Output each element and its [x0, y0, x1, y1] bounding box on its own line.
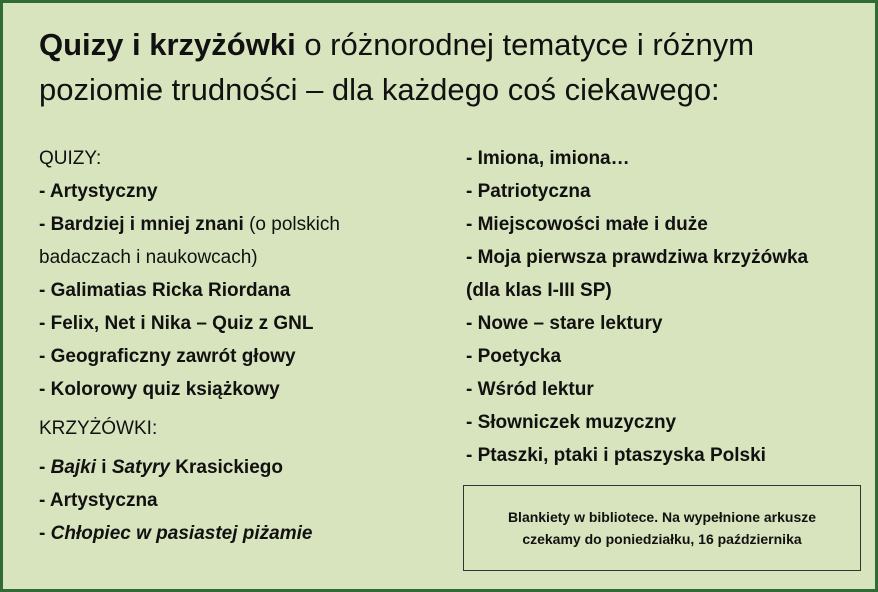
list-item: - Moja pierwsza prawdziwa krzyżówka [466, 247, 809, 268]
list-item [39, 451, 439, 484]
list-item: - Poetycka [466, 346, 562, 367]
notice-line2: czekamy do poniedziałku, 16 października [522, 531, 802, 547]
left-column [39, 142, 439, 550]
list-item: - Kolorowy quiz książkowy [39, 379, 280, 400]
list-item: - Ptaszki, ptaki i ptaszyska Polski [466, 445, 766, 466]
title-line2: poziomie trudności – dla każdego coś ciekawego: [39, 72, 720, 107]
notice-box [463, 485, 861, 571]
notice-line1: Blankiety w bibliotece. Na wypełnione arkusze [507, 509, 817, 525]
list-item [39, 208, 439, 274]
page-title [39, 22, 859, 112]
list-item-rest: Krasickiego [169, 457, 283, 478]
quizy-title: QUIZY: [39, 148, 102, 169]
list-item-note-line2: badaczach i naukowcach) [39, 247, 258, 268]
list-item-note: (o polskich [243, 214, 340, 235]
right-column [466, 142, 866, 472]
list-item: - Geograficzny zawrót głowy [39, 346, 296, 367]
list-item-italic: Chłopiec w pasiastej piżamie [50, 523, 313, 544]
title-rest: o różnorodnej tematyce i różnym [295, 27, 755, 62]
title-bold: Quizy i krzyżówki [39, 27, 296, 62]
list-item: - Nowe – stare lektury [466, 313, 663, 334]
list-item: - Galimatias Ricka Riordana [39, 280, 291, 301]
list-item: - Artystyczny [39, 181, 158, 202]
krzyzowki-title: KRZYŻÓWKI: [39, 418, 158, 439]
list-item-italic: Satyry [111, 457, 170, 478]
list-item: - Imiona, imiona… [466, 148, 630, 169]
list-item: - Słowniczek muzyczny [466, 412, 677, 433]
list-item: (dla klas I-III SP) [466, 280, 612, 301]
list-item: - Artystyczna [39, 490, 158, 511]
list-item: - Wśród lektur [466, 379, 594, 400]
list-item [39, 517, 439, 550]
list-item: - Felix, Net i Nika – Quiz z GNL [39, 313, 314, 334]
poster-panel [6, 6, 872, 586]
list-item-prefix: - [39, 523, 51, 544]
list-item-mid: i [96, 457, 112, 478]
list-item: - Miejscowości małe i duże [466, 214, 708, 235]
list-item-bold: - Bardziej i mniej znani [39, 214, 244, 235]
list-item-prefix: - [39, 457, 51, 478]
list-item-italic: Bajki [50, 457, 97, 478]
list-item: - Patriotyczna [466, 181, 591, 202]
